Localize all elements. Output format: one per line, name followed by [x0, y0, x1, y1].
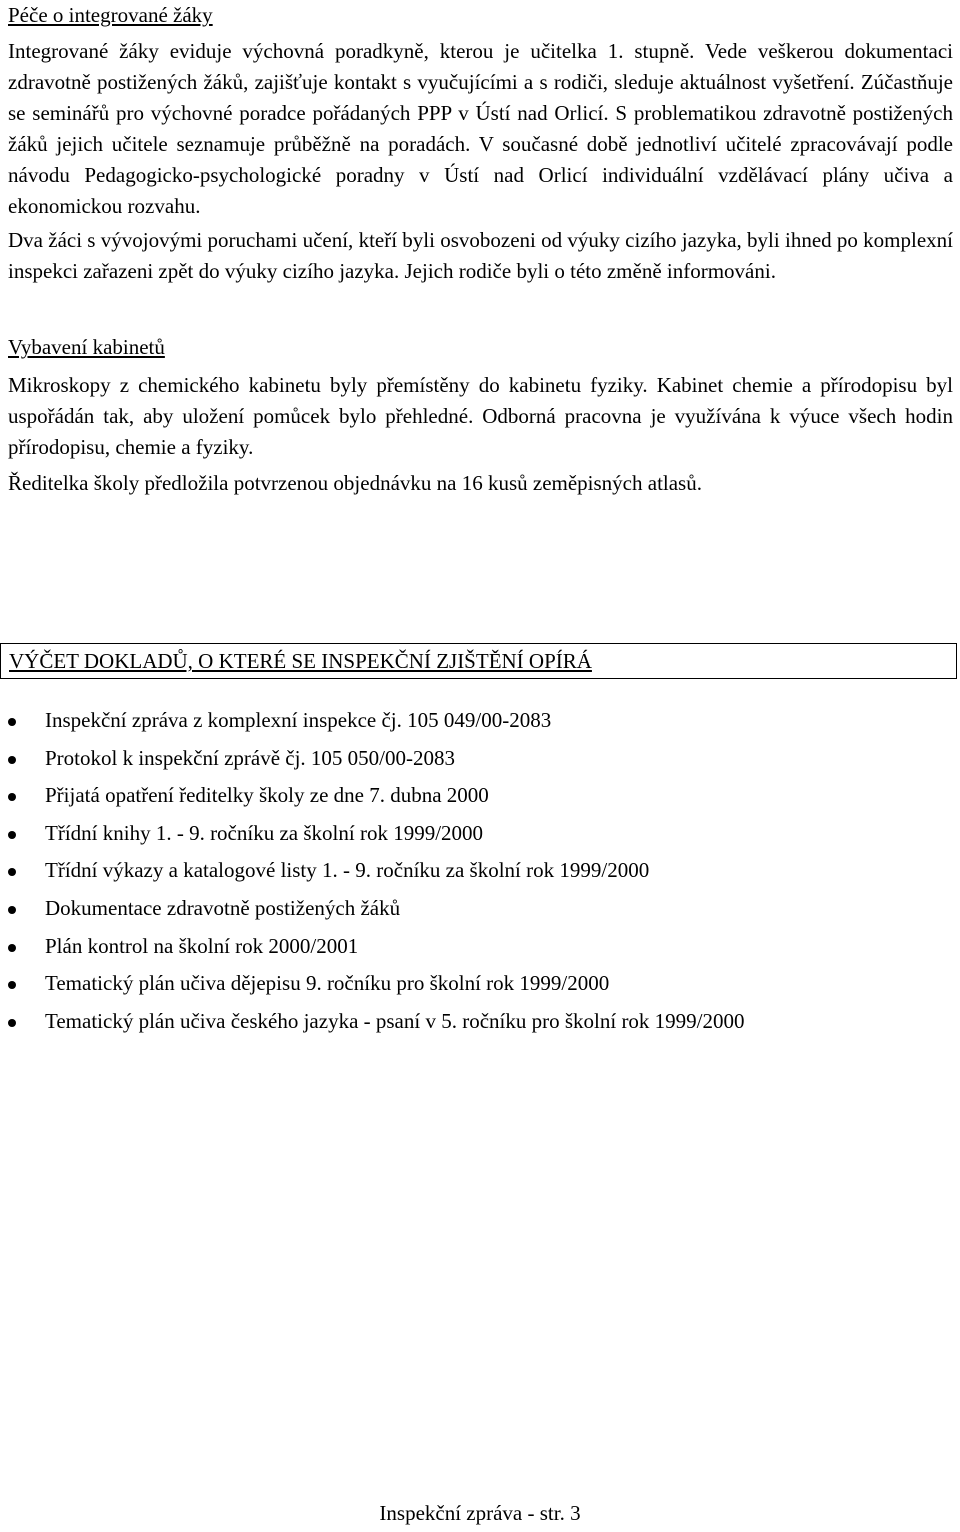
bullet-icon: [8, 793, 16, 801]
bullet-icon: [8, 831, 16, 839]
list-item: [0, 705, 950, 743]
bullet-icon: [8, 981, 16, 989]
list-item: [0, 780, 950, 818]
bullet-icon: [8, 944, 16, 952]
documents-heading: VÝČET DOKLADŮ, O KTERÉ SE INSPEKČNÍ ZJIŠTĚNÍ OPÍRÁ: [9, 649, 592, 673]
paragraph-integrated-pupils-2: Dva žáci s vývojovými poruchami učení, kteří byli osvobozeni od výuky cizího jazyka, byli ihned po komplexní inspekci zařazeni zpět do výuky cizího jazyka. Jejich rodiče byli o této změně informováni.: [8, 228, 953, 283]
section-title-integrated-pupils: Péče o integrované žáky: [8, 3, 213, 27]
bullet-icon: [8, 868, 16, 876]
paragraph-cabinet-equipment-1: Mikroskopy z chemického kabinetu byly přemístěny do kabinetu fyziky. Kabinet chemie a přírodopisu byl uspořádán tak, aby uložení pomůcek bylo přehledné. Odborná pracovna je využívána k výuce všech hodin přírodopisu, chemie a fyziky.: [8, 373, 953, 459]
list-item-text: Tematický plán učiva dějepisu 9. ročníku pro školní rok 1999/2000: [45, 971, 610, 996]
list-item-text: Tematický plán učiva českého jazyka - psaní v 5. ročníku pro školní rok 1999/2000: [45, 1008, 745, 1033]
list-item: [0, 893, 950, 931]
list-item: [0, 818, 950, 856]
list-item-text: Protokol k inspekční zprávě čj. 105 050/00-2083: [45, 745, 456, 770]
bullet-icon: [8, 906, 16, 914]
section-title-cabinet-equipment: Vybavení kabinetů: [8, 335, 165, 359]
bullet-icon: [8, 718, 16, 726]
paragraph-integrated-pupils-1: Integrované žáky eviduje výchovná poradkyně, kterou je učitelka 1. stupně. Vede veškerou dokumentaci zdravotně postižených žáků, zajišťuje kontakt s vyučujícími a s rodiči, sleduje aktuálnost vyšetření. Zúčastňuje se seminářů pro výchovné poradce pořádaných PPP v Ústí nad Orlicí. S problematikou zdravotně postižených žáků jejich učitele seznamuje průběžně na poradách. V současné době jednotliví učitelé zpracovávají podle návodu Pedagogicko-psychologické poradny v Ústí nad Orlicí individuální vzdělávací plány učiva a ekonomickou rozvahu.: [8, 39, 953, 218]
content-area: [8, 0, 953, 499]
list-item: [0, 968, 950, 1006]
list-item-text: Třídní knihy 1. - 9. ročníku za školní rok 1999/2000: [45, 820, 484, 845]
list-item: [0, 931, 950, 969]
list-item-text: Přijatá opatření ředitelky školy ze dne 7. dubna 2000: [45, 783, 489, 808]
list-item: [0, 743, 950, 781]
documents-heading-box: [0, 643, 957, 679]
bullet-icon: [8, 1019, 16, 1027]
list-item: [0, 1006, 950, 1044]
list-item-text: Inspekční zpráva z komplexní inspekce čj. 105 049/00-2083: [45, 708, 552, 732]
page-footer: Inspekční zpráva - str. 3: [379, 1501, 581, 1525]
paragraph-cabinet-equipment-2: Ředitelka školy předložila potvrzenou objednávku na 16 kusů zeměpisných atlasů.: [8, 471, 702, 495]
list-item-text: Plán kontrol na školní rok 2000/2001: [45, 933, 359, 958]
list-item: [0, 855, 950, 893]
documents-list: [0, 705, 950, 1043]
list-item-text: Třídní výkazy a katalogové listy 1. - 9. ročníku za školní rok 1999/2000: [45, 858, 650, 883]
list-item-text: Dokumentace zdravotně postižených žáků: [45, 895, 401, 920]
bullet-icon: [8, 756, 16, 764]
